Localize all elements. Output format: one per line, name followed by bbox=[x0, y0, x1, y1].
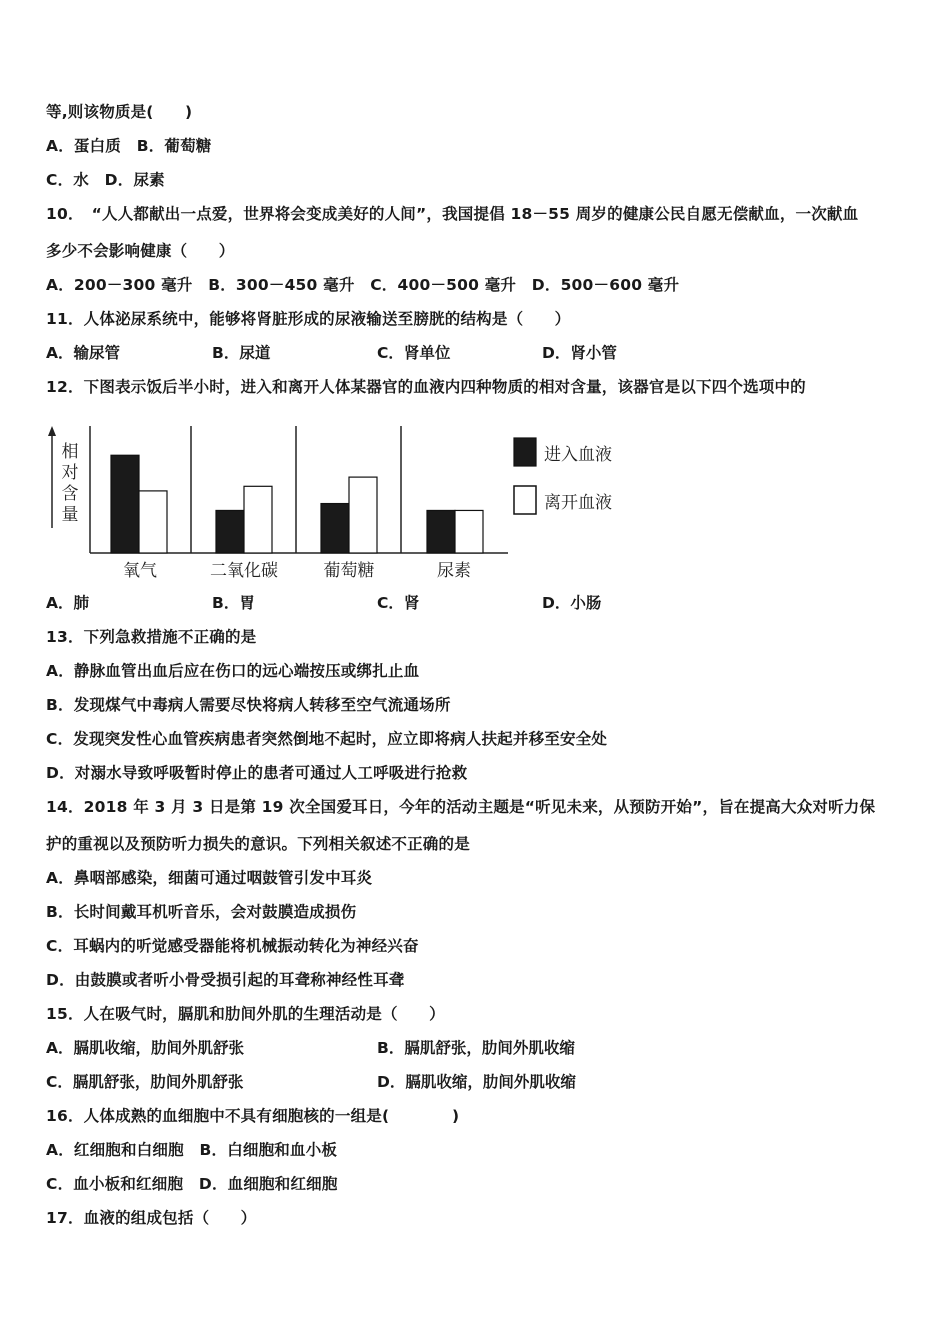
bar-leave bbox=[244, 486, 272, 553]
q14-option-c: C．耳蜗内的听觉感受器能将机械振动转化为神经兴奋 bbox=[46, 937, 419, 955]
category-label: 二氧化碳 bbox=[210, 561, 278, 581]
q13-stem: 13．下列急救措施不正确的是 bbox=[46, 628, 257, 646]
q15-stem: 15．人在吸气时，膈肌和肋间外肌的生理活动是（ ） bbox=[46, 1005, 445, 1023]
question-fragment: 等,则该物质是( ) bbox=[46, 103, 193, 121]
bar-enter bbox=[216, 510, 244, 553]
q10-stem-1: 10． “人人都献出一点爱，世界将会变成美好的人间”，我国提倡 18－55 周岁的健康公民自愿无偿献血，一次献血 bbox=[46, 205, 859, 223]
bar-leave bbox=[349, 477, 377, 553]
q14-stem-1: 14．2018 年 3 月 3 日是第 19 次全国爱耳日，今年的活动主题是“听见未来，从预防开始”，旨在提高大众对听力保 bbox=[46, 798, 876, 816]
q13-option-b: B．发现煤气中毒病人需要尽快将病人转移至空气流通场所 bbox=[46, 696, 451, 714]
q11-stem: 11．人体泌尿系统中，能够将肾脏形成的尿液输送至膀胱的结构是（ ） bbox=[46, 310, 571, 328]
legend-label-leave: 离开血液 bbox=[544, 493, 612, 513]
q14-option-b: B．长时间戴耳机听音乐，会对鼓膜造成损伤 bbox=[46, 903, 357, 921]
q11-option-d: D．肾小管 bbox=[542, 344, 617, 362]
legend-swatch-leave bbox=[514, 486, 536, 514]
q14-stem-2: 护的重视以及预防听力损失的意识。下列相关叙述不正确的是 bbox=[46, 835, 470, 853]
bar-chart bbox=[40, 420, 640, 590]
q12-option-c: C．肾 bbox=[377, 594, 420, 612]
q14-option-a: A．鼻咽部感染，细菌可通过咽鼓管引发中耳炎 bbox=[46, 869, 373, 887]
q12-option-b: B．胃 bbox=[212, 594, 255, 612]
bar-leave bbox=[455, 510, 483, 553]
q12-option-a: A．肺 bbox=[46, 594, 89, 612]
category-label: 尿素 bbox=[437, 561, 471, 581]
q13-option-c: C．发现突发性心血管疾病患者突然倒地不起时，应立即将病人扶起并移至安全处 bbox=[46, 730, 608, 748]
y-axis-label: 相对含量 bbox=[61, 442, 79, 525]
q14-option-d: D．由鼓膜或者听小骨受损引起的耳聋称神经性耳聋 bbox=[46, 971, 405, 989]
q10-stem-2: 多少不会影响健康（ ） bbox=[46, 242, 235, 260]
category-label: 葡萄糖 bbox=[323, 561, 375, 581]
category-label: 氧气 bbox=[123, 561, 157, 581]
y-axis-arrow bbox=[48, 426, 56, 436]
q11-option-c: C．肾单位 bbox=[377, 344, 451, 362]
q13-option-d: D．对溺水导致呼吸暂时停止的患者可通过人工呼吸进行抢救 bbox=[46, 764, 468, 782]
q11-option-a: A．输尿管 bbox=[46, 344, 120, 362]
q16-options-cd: C．血小板和红细胞 D．血细胞和红细胞 bbox=[46, 1175, 338, 1193]
q16-stem: 16．人体成熟的血细胞中不具有细胞核的一组是( ) bbox=[46, 1107, 460, 1125]
q15-option-d: D．膈肌收缩，肋间外肌收缩 bbox=[377, 1073, 576, 1091]
q15-option-b: B．膈肌舒张，肋间外肌收缩 bbox=[377, 1039, 575, 1057]
legend-swatch-enter bbox=[514, 438, 536, 466]
legend-label-enter: 进入血液 bbox=[544, 445, 612, 465]
bar-leave bbox=[139, 491, 167, 553]
q11-option-b: B．尿道 bbox=[212, 344, 271, 362]
q15-option-c: C．膈肌舒张，肋间外肌舒张 bbox=[46, 1073, 244, 1091]
q12-option-d: D．小肠 bbox=[542, 594, 602, 612]
q10-options: A．200－300 毫升 B．300－450 毫升 C．400－500 毫升 D．500－600 毫升 bbox=[46, 276, 680, 294]
q9-options-cd: C．水 D．尿素 bbox=[46, 171, 165, 189]
q9-options-ab: A．蛋白质 B．葡萄糖 bbox=[46, 137, 212, 155]
q17-stem: 17．血液的组成包括（ ） bbox=[46, 1209, 257, 1227]
q16-options-ab: A．红细胞和白细胞 B．白细胞和血小板 bbox=[46, 1141, 338, 1159]
bar-enter bbox=[427, 510, 455, 553]
bar-enter bbox=[321, 504, 349, 553]
bar-enter bbox=[111, 455, 139, 553]
q13-option-a: A．静脉血管出血后应在伤口的远心端按压或绑扎止血 bbox=[46, 662, 420, 680]
q15-option-a: A．膈肌收缩，肋间外肌舒张 bbox=[46, 1039, 244, 1057]
q12-stem: 12．下图表示饭后半小时，进入和离开人体某器官的血液内四种物质的相对含量，该器官是以下四个选项中的 bbox=[46, 378, 806, 396]
